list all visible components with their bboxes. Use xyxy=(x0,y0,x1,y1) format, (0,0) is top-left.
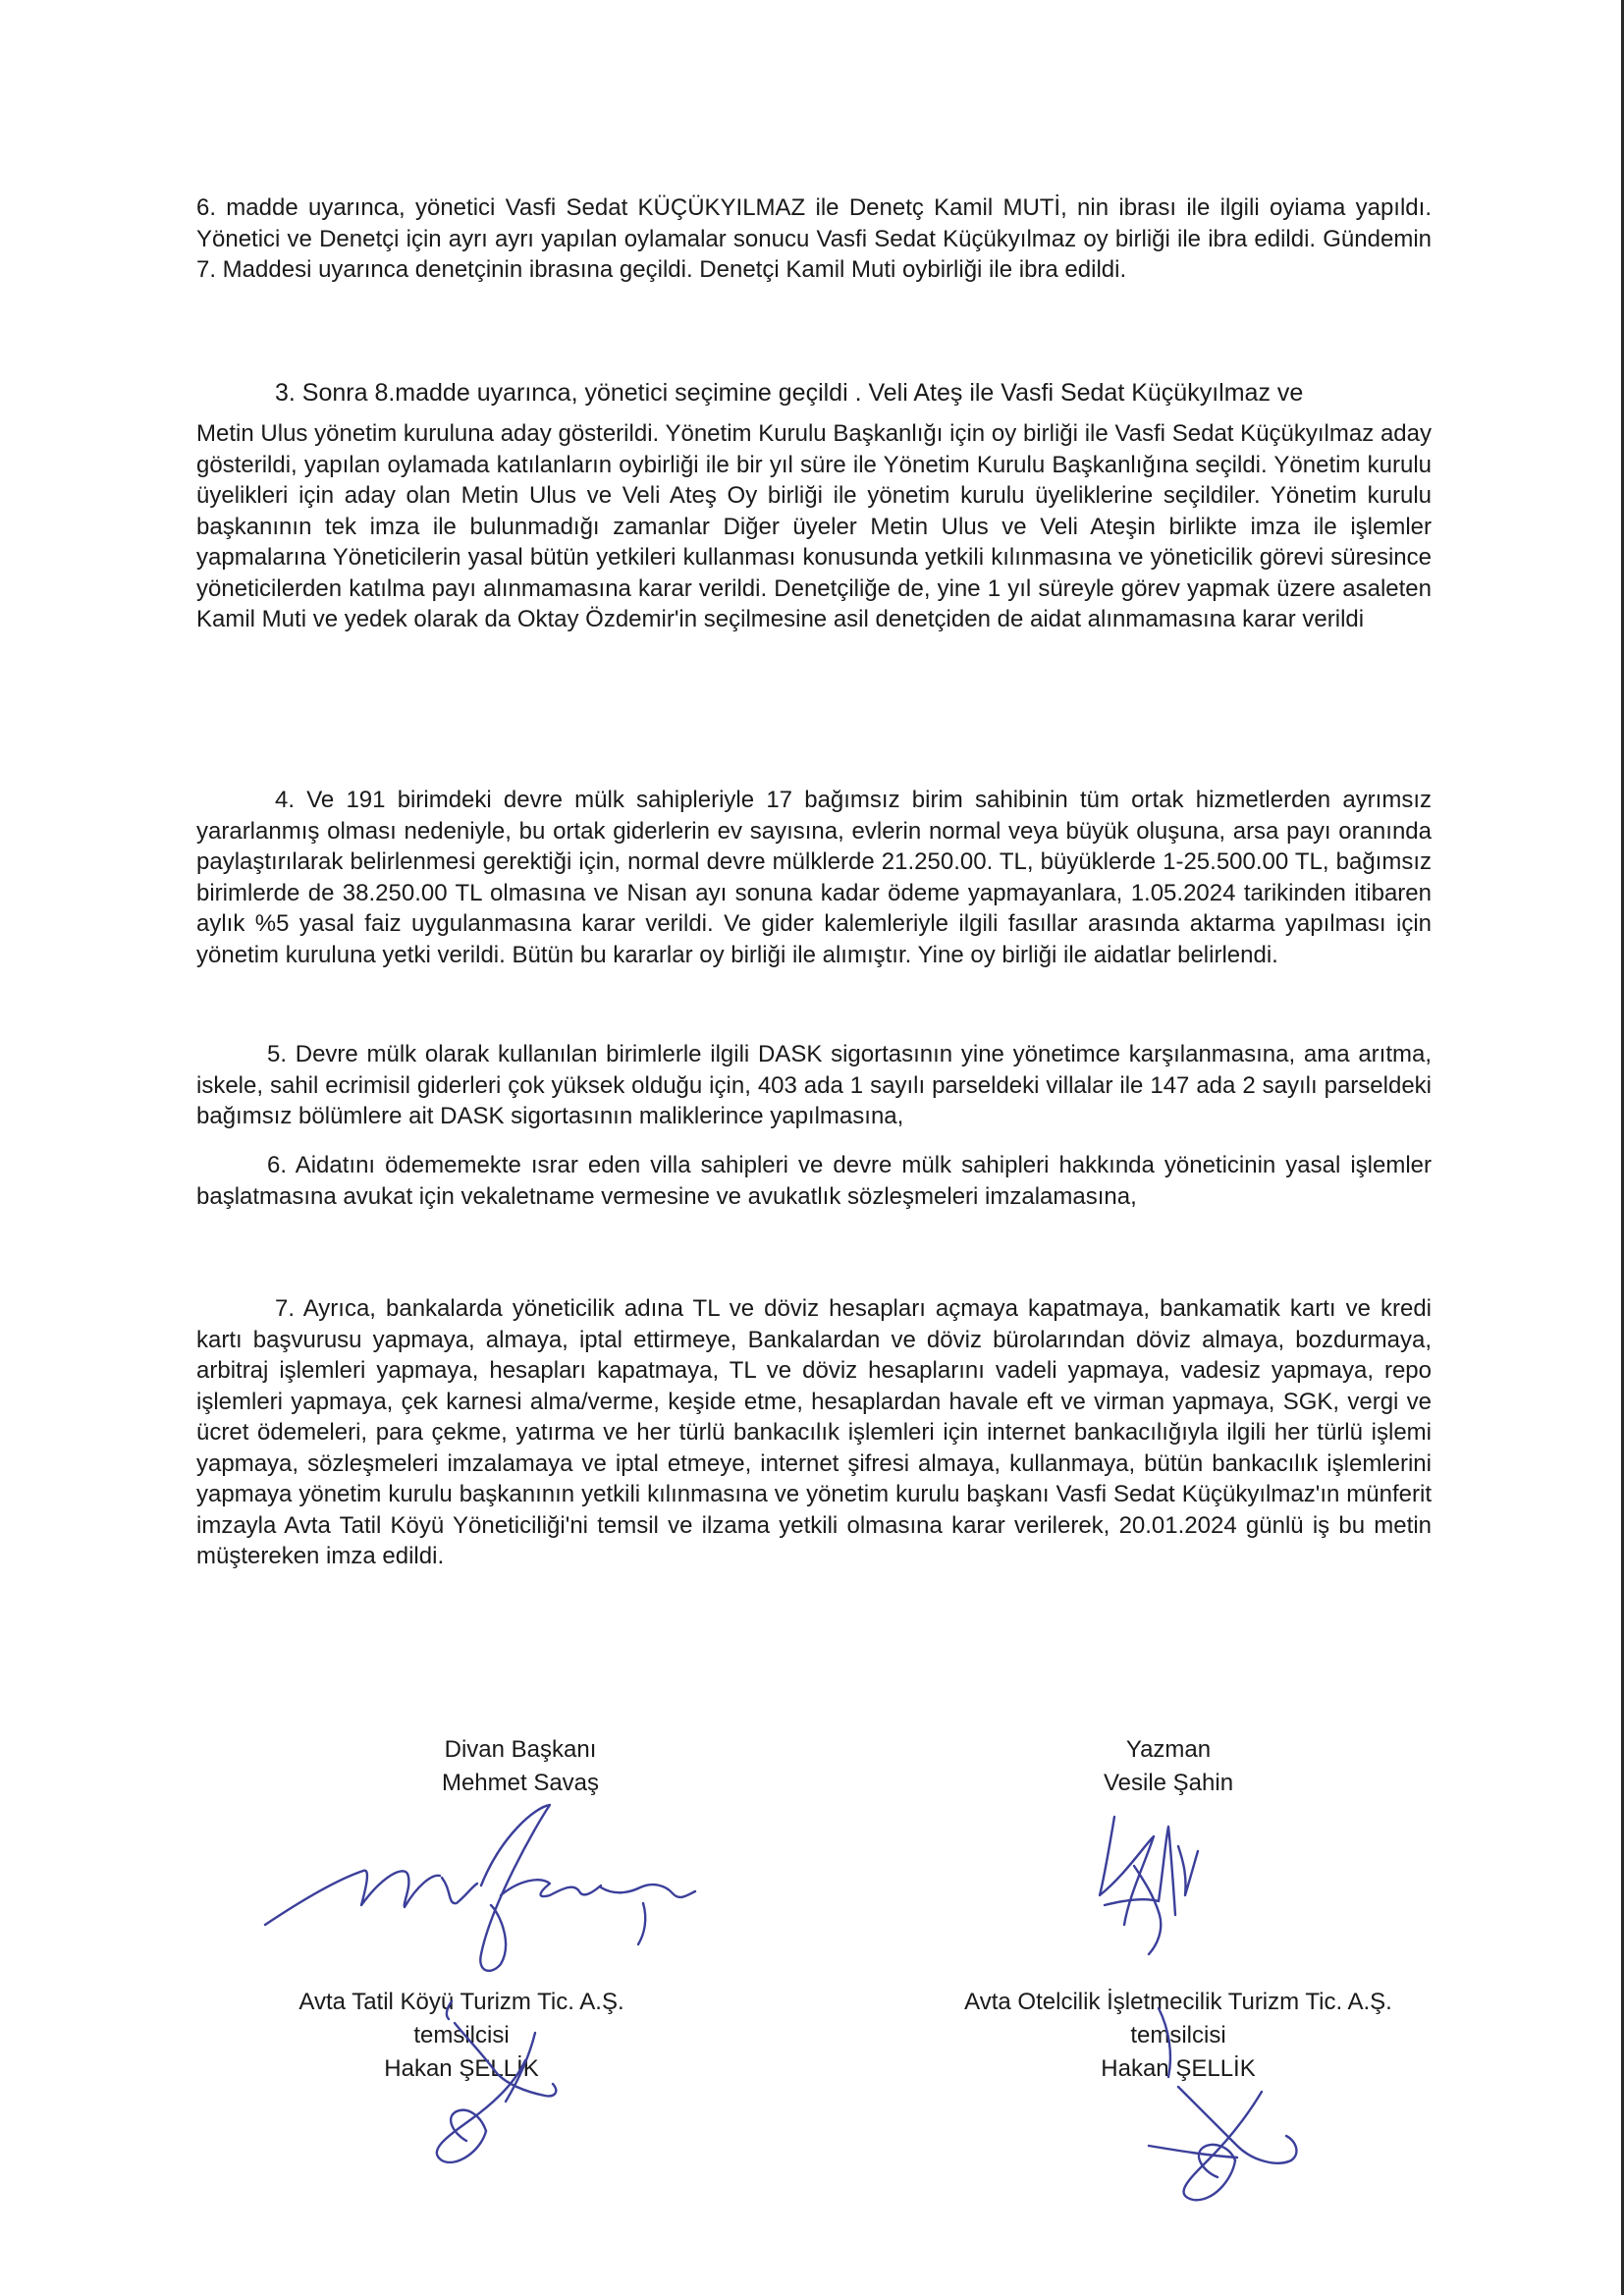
yazman-role: Yazman xyxy=(1125,1736,1212,1763)
right-representative-signature xyxy=(1119,1998,1316,2210)
yazman-signature xyxy=(1075,1807,1222,1964)
divan-baskani-block xyxy=(373,1733,668,1800)
right-company-name: Avta Otelcilik İşletmecilik Turizm Tic. A.Ş. xyxy=(964,1989,1392,2015)
paragraph-item-5-dask: 5. Devre mülk olarak kullanılan birimlerle ilgili DASK sigortasının yine yönetimce karşılanmasına, ama arıtma, iskele, sahil ecrimisil giderleri çok yüksek olduğu için, 403 ada 1 sayılı parseldeki villalar ile 147 ada 2 sayılı parseldeki bağımsız bölümlere ait DASK sigortasının maliklerince yapılmasına, xyxy=(196,1041,1432,1129)
paragraph-item-7-banka-yetkisi: 7. Ayrıca, bankalarda yöneticilik adına TL ve döviz hesapları açmaya kapatmaya, bankamatik kartı ve kredi kartı başvurusu yapmaya, almaya, iptal ettirmeye, Bankalardan ve döviz bürolarından döviz almaya, bozdurmaya, arbitraj işlemleri yapmaya, hesapları kapatmaya, TL ve döviz hesaplarını vadeli yapmaya, vadesiz yapmaya, repo işlemleri yapmaya, çek karnesi alma/verme, keşide etme, hesaplardan havale eft ve virman yapmaya, SGK, vergi ve ücret ödemeleri, para çekme, yatırma ve her türlü bankacılık işlemleri için internet bankacılığıyla ilgili her türlü işlemi yapmaya, sözleşmeleri imzalamaya ve iptal etmeye, internet şifresi almaya, kullanmaya, bütün bankacılık işlemlerini yapmaya yönetim kurulu başkanının yetkili kılınmasına ve yönetim kurulu başkanı Vasfi Sedat Küçükyılmaz'ın münferit imzayla Avta Tatil Köyü Yöneticiliği'ni temsil ve ilzama yetkili olmasına karar verilerek, 20.01.2024 günlü iş bu metin müştereken imza edildi. xyxy=(196,1295,1432,1569)
left-company-name: Avta Tatil Köyü Turizm Tic. A.Ş. xyxy=(298,1989,624,2015)
paragraph-item-6-avukat: 6. Aidatını ödememekte ısrar eden villa sahipleri ve devre mülk sahipleri hakkında yöneticinin yasal işlemler başlatmasına avukat için vekaletname vermesine ve avukatlık sözleşmeleri imzalamasına, xyxy=(196,1152,1432,1210)
right-company-title: temsilcisi xyxy=(1130,2022,1226,2049)
divan-baskani-role: Divan Başkanı xyxy=(444,1736,597,1763)
paragraph-item-3-yonetici-secimi: Metin Ulus yönetim kuruluna aday gösterildi. Yönetim Kurulu Başkanlığı için oy birliği ile Vasfi Sedat Küçükyılmaz aday gösterildi, yapılan oylamada katılanların oybirliği ile bir yıl süre ile Yönetim Kurulu Başkanlığına seçildi. Yönetim kurulu üyelikleri için aday olan Metin Ulus ve Veli Ateş Oy birliği ile yönetim kurulu üyeliklerine seçildiler. Yönetim kurulu başkanının tek imza ile bulunmadığı zamanlar Diğer üyeler Metin Ulus ve Veli Ateşin birlikte imza ile işlemler yapmalarına Yöneticilerin yasal bütün yetkileri kullanması konusunda yetkili kılınmasına ve yöneticilik görevi süresince yöneticilerden katılma payı alınmamasına karar verildi. Denetçiliğe de, yine 1 yıl süreyle görev yapmak üzere asaleten Kamil Muti ve yedek olarak da Oktay Özdemir'in seçilmesine asil denetçiden de aidat alınmamasına karar verildi xyxy=(196,420,1432,632)
right-representative-name: Hakan ŞELLİK xyxy=(1101,2055,1256,2082)
left-representative-signature xyxy=(388,1994,584,2175)
left-company-title: temsilcisi xyxy=(413,2022,510,2049)
paragraph-item-6-ibra: 6. madde uyarınca, yönetici Vasfi Sedat KÜÇÜKYILMAZ ile Denetç Kamil MUTİ, nin ibrası ile ilgili oyiama yapıldı. Yönetici ve Denetçi için ayrı ayrı yapılan oylamalar sonucu Vasfi Sedat Küçükyılmaz oy birliği ile ibra edildi. Gündemin 7. Maddesi uyarınca denetçinin ibrasına geçildi. Denetçi Kamil Muti oybirliği ile ibra edildi. xyxy=(196,194,1432,283)
divan-baskani-name: Mehmet Savaş xyxy=(441,1770,600,1796)
divan-baskani-signature xyxy=(255,1797,707,1984)
left-representative-name: Hakan ŞELLİK xyxy=(384,2055,539,2082)
paragraph-item-3-first-line: 3. Sonra 8.madde uyarınca, yönetici seçimine geçildi . Veli Ateş ile Vasfi Sedat Küçükyılmaz ve xyxy=(275,379,1304,407)
paragraph-item-4-aidatlar: 4. Ve 191 birimdeki devre mülk sahipleriyle 17 bağımsız birim sahibinin tüm ortak hizmetlerden ayrımsız yararlanmış olması nedeniyle, bu ortak giderlerin ev sayısına, evlerin normal veya büyük oluşuna, arsa payı oranında paylaştırılarak belirlenmesi gerektiği için, normal devre mülklerde 21.250.00. TL, büyüklerde 1-25.500.00 TL, bağımsız birimlerde de 38.250.00 TL olmasına ve Nisan ayı sonuna kadar ödeme yapmayanlara, 1.05.2024 tarikinden itibaren aylık %5 yasal faiz uygulanmasına karar verildi. Ve gider kalemleriyle ilgili fasıllar arasında aktarma yapılması için yönetim kuruluna yetki verildi. Bütün bu kararlar oy birliği ile alımıştır. Yine oy birliği ile aidatlar belirlendi. xyxy=(196,787,1432,968)
yazman-block xyxy=(1021,1733,1316,1800)
yazman-name: Vesile Şahin xyxy=(1103,1770,1234,1796)
